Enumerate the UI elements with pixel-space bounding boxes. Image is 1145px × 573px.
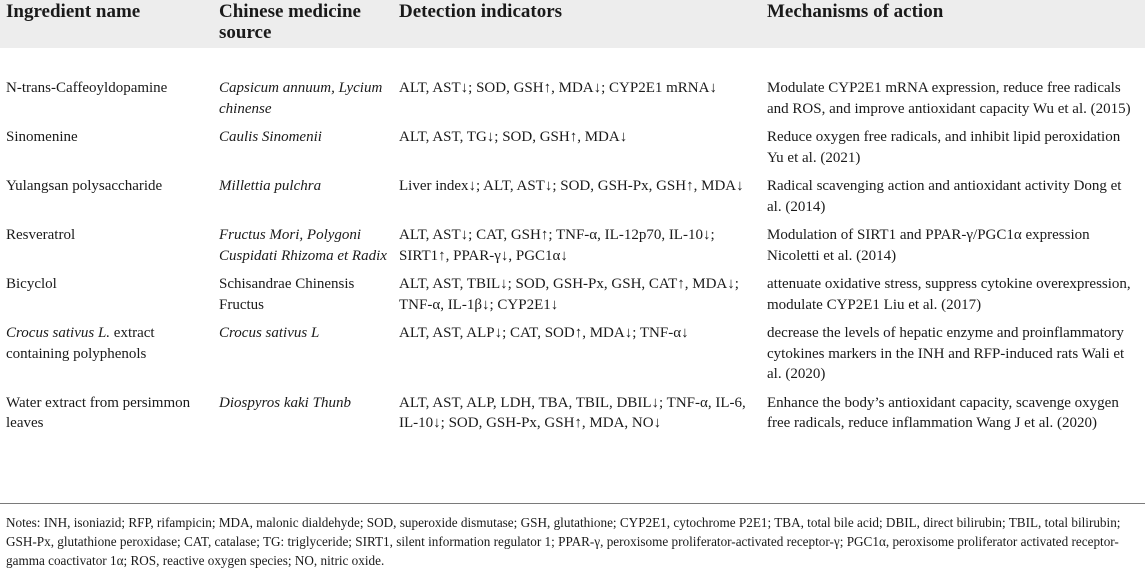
table-row xyxy=(0,48,1145,123)
header-mechanisms: Mechanisms of action xyxy=(767,1,944,22)
cell-source: Caulis Sinomenii xyxy=(219,129,322,145)
cell-ingredient: Bicyclol xyxy=(6,276,57,292)
cell-ingredient: Resveratrol xyxy=(6,227,76,243)
cell-mechanisms: Modulate CYP2E1 mRNA expression, reduce free radicals and ROS, and improve antioxidant capacity Wu et al. (2015) xyxy=(767,80,1131,117)
table-bottom-rule xyxy=(0,503,1145,504)
table-row xyxy=(0,221,1145,270)
cell-source: Capsicum annuum, Lycium chinense xyxy=(219,80,383,117)
cell-ingredient xyxy=(0,319,213,389)
cell-source: Millettia pulchra xyxy=(219,178,322,194)
cell-ingredient: N-trans-Caffeoyldopamine xyxy=(6,80,168,96)
header-indicators: Detection indicators xyxy=(399,1,563,22)
header-ingredient: Ingredient name xyxy=(6,1,141,22)
cell-ingredient: Yulangsan polysaccharide xyxy=(6,178,163,194)
cell-indicators: Liver index↓; ALT, AST↓; SOD, GSH-Px, GSH↑, MDA↓ xyxy=(399,178,744,194)
cell-source: Schisandrae Chinensis Fructus xyxy=(219,276,355,313)
cell-mechanisms: Radical scavenging action and antioxidant activity Dong et al. (2014) xyxy=(767,178,1122,215)
table-row xyxy=(0,270,1145,319)
cell-mechanisms: Reduce oxygen free radicals, and inhibit lipid peroxidation Yu et al. (2021) xyxy=(767,129,1121,166)
header-row xyxy=(0,0,1145,48)
cell-indicators: ALT, AST, TG↓; SOD, GSH↑, MDA↓ xyxy=(399,129,628,145)
table-body xyxy=(0,48,1145,438)
table-header xyxy=(0,0,1145,48)
table-row xyxy=(0,389,1145,438)
table-notes: Notes: INH, isoniazid; RFP, rifampicin; MDA, malonic dialdehyde; SOD, superoxide dismutase; GSH, glutathione; CYP2E1, cytochrome P2E1; TBA, total bile acid; DBIL, direct bilirubin; TBIL, total bilirubin; GSH-Px, glutathione peroxidase; CAT, catalase; TG: triglyceride; SIRT1, silent information regulator 1; PPAR-γ, peroxisome proliferator-activated receptor-γ; PGC1α, peroxisome proliferator activated receptor-gamma coactivator 1α; ROS, reactive oxygen species; NO, nitric oxide. xyxy=(6,515,1121,568)
cell-indicators: ALT, AST↓; CAT, GSH↑; TNF-α, IL-12p70, IL-10↓; SIRT1↑, PPAR-γ↓, PGC1α↓ xyxy=(399,227,715,264)
table-row xyxy=(0,172,1145,221)
cell-source: Diospyros kaki Thunb xyxy=(219,394,351,411)
cell-source: Fructus Mori, Polygoni Cuspidati Rhizoma et Radix xyxy=(219,227,387,264)
cell-mechanisms: decrease the levels of hepatic enzyme and proinflammatory cytokines markers in the INH and RFP-induced rats Wali et al. (2020) xyxy=(767,325,1125,382)
cell-indicators: ALT, AST, ALP, LDH, TBA, TBIL, DBIL↓; TNF-α, IL-6, IL-10↓; SOD, GSH-Px, GSH↑, MDA, NO↓ xyxy=(399,394,746,431)
table-row xyxy=(0,123,1145,172)
header-source: Chinese medicine source xyxy=(219,1,361,43)
cell-ingredient: Sinomenine xyxy=(6,129,78,145)
cell-ingredient-rest: extract containing polyphenols xyxy=(6,325,155,362)
cell-source: Crocus sativus L xyxy=(219,325,320,341)
cell-indicators: ALT, AST↓; SOD, GSH↑, MDA↓; CYP2E1 mRNA↓ xyxy=(399,80,717,96)
cell-ingredient-italic: Crocus sativus L. xyxy=(6,325,111,341)
cell-indicators: ALT, AST, ALP↓; CAT, SOD↑, MDA↓; TNF-α↓ xyxy=(399,325,689,341)
cell-mechanisms: attenuate oxidative stress, suppress cytokine overexpression, modulate CYP2E1 Liu et al. (2017) xyxy=(767,276,1131,313)
cell-mechanisms: Modulation of SIRT1 and PPAR-γ/PGC1α expression Nicoletti et al. (2014) xyxy=(767,227,1090,264)
table-row xyxy=(0,319,1145,389)
cell-indicators: ALT, AST, TBIL↓; SOD, GSH-Px, GSH, CAT↑, MDA↓; TNF-α, IL-1β↓; CYP2E1↓ xyxy=(399,276,739,313)
cell-ingredient: Water extract from persimmon leaves xyxy=(6,394,191,431)
cell-mechanisms: Enhance the body’s antioxidant capacity, scavenge oxygen free radicals, reduce inflammation Wang J et al. (2020) xyxy=(767,394,1119,431)
